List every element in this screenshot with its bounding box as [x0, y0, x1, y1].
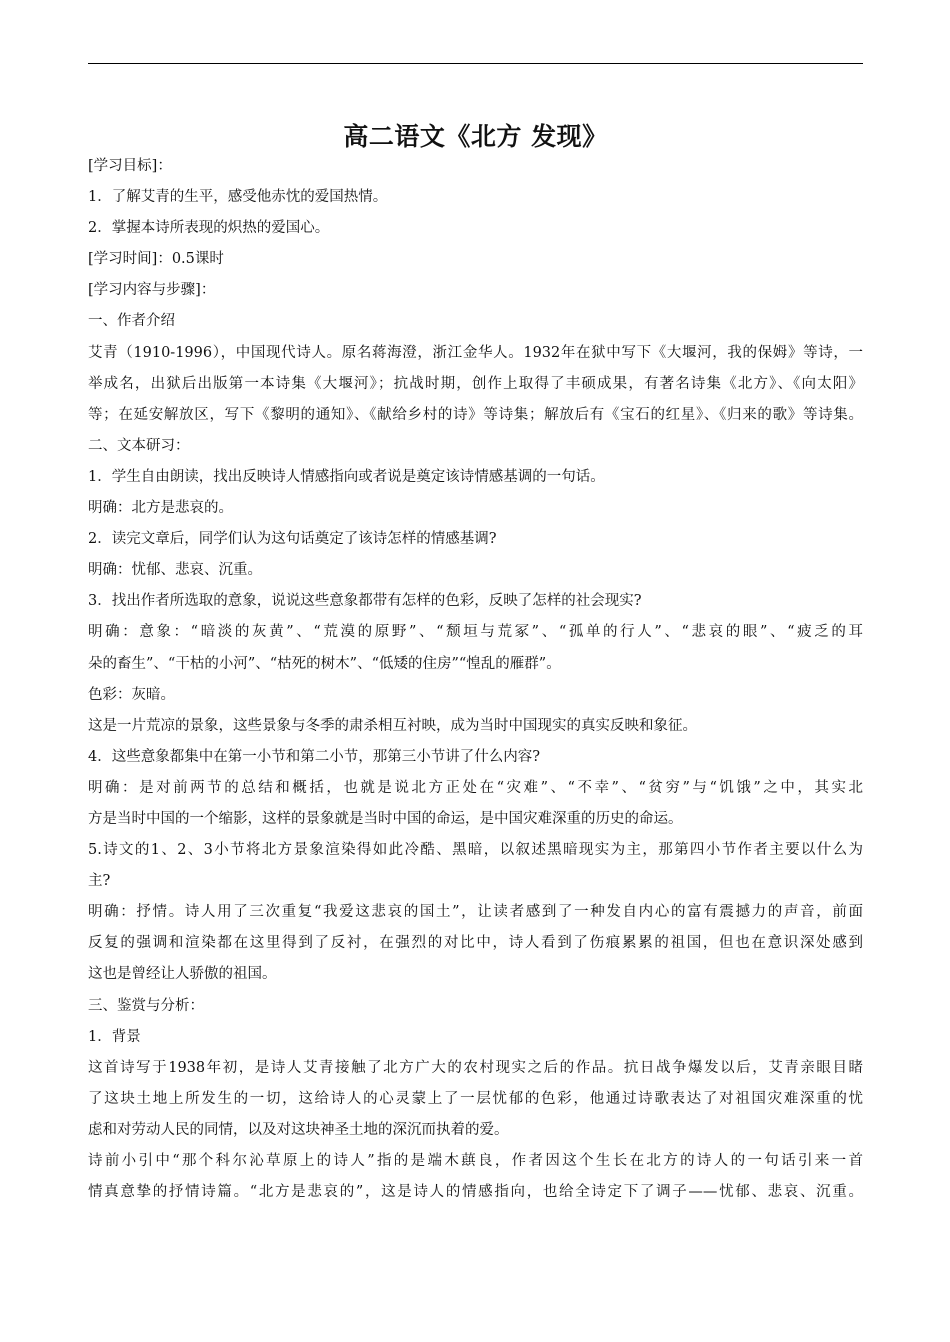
text-line: 明确：是对前两节的总结和概括，也就是说北方正处在“灾难”、“不幸”、“贫穷”与“饥饿”之中，其实北	[88, 779, 863, 796]
text-line: 一、作者介绍	[88, 313, 175, 330]
text-line: 明确：忧郁、悲哀、沉重。	[88, 562, 262, 579]
text-line: 方是当时中国的一个缩影，这样的景象就是当时中国的命运，是中国灾难深重的历史的命运。	[88, 810, 683, 827]
text-line: 等；在延安解放区，写下《黎明的通知》、《献给乡村的诗》等诗集；解放后有《宝石的红星》、《归来的歌》等诗集。	[88, 406, 863, 423]
text-line: 虑和对劳动人民的同情，以及对这块神圣土地的深沉而执着的爱。	[88, 1121, 509, 1138]
header-rule	[88, 63, 863, 64]
text-line: 主?	[88, 873, 111, 890]
text-line: 这是一片荒凉的景象，这些景象与冬季的肃杀相互衬映，成为当时中国现实的真实反映和象征。	[88, 717, 697, 734]
text-line: 了这块土地上所发生的一切，这给诗人的心灵蒙上了一层忧郁的色彩，他通过诗歌表达了对祖国灾难深重的忧	[88, 1090, 863, 1107]
document-title: 高二语文《北方 发现》	[343, 122, 608, 151]
text-line: [学习时间]：0.5课时	[88, 251, 224, 268]
text-line: 举成名，出狱后出版第一本诗集《大堰河》；抗战时期，创作上取得了丰硕成果，有著名诗集《北方》、《向太阳》	[88, 375, 863, 392]
text-line: 这首诗写于1938年初，是诗人艾青接触了北方广大的农村现实之后的作品。抗日战争爆发以后，艾青亲眼目睹	[88, 1059, 863, 1076]
text-line: 2．读完文章后，同学们认为这句话奠定了该诗怎样的情感基调?	[88, 531, 497, 548]
text-line: [学习内容与步骤]：	[88, 282, 216, 299]
text-line: 色彩：灰暗。	[88, 686, 175, 703]
text-line: 2．掌握本诗所表现的炽热的爱国心。	[88, 220, 330, 237]
document-body	[88, 151, 863, 1208]
text-line: 这也是曾经让人骄傲的祖国。	[88, 966, 277, 983]
text-line: 情真意挚的抒情诗篇。“北方是悲哀的”，这是诗人的情感指向，也给全诗定下了调子——忧郁、悲哀、沉重。	[88, 1184, 863, 1201]
text-line: 1．学生自由朗读，找出反映诗人情感指向或者说是奠定该诗情感基调的一句话。	[88, 468, 605, 485]
text-line: 明确：抒情。诗人用了三次重复“我爱这悲哀的国土”，让读者感到了一种发自内心的富有震撼力的声音，前面	[88, 904, 863, 921]
text-line: 4．这些意象都集中在第一小节和第二小节，那第三小节讲了什么内容?	[88, 748, 540, 765]
text-line: 5.诗文的1、2、3小节将北方景象渲染得如此冷酷、黑暗，以叙述黑暗现实为主，那第四小节作者主要以什么为	[88, 842, 863, 859]
text-line: 1．背景	[88, 1028, 141, 1045]
text-line: 1．了解艾青的生平，感受他赤忱的爱国热情。	[88, 189, 388, 206]
text-line: 三、鉴赏与分析：	[88, 997, 204, 1014]
text-line: 反复的强调和渲染都在这里得到了反衬，在强烈的对比中，诗人看到了伤痕累累的祖国，但也在意识深处感到	[88, 935, 863, 952]
text-line: [学习目标]：	[88, 158, 172, 174]
text-line: 二、文本研习：	[88, 437, 190, 454]
text-line: 3．找出作者所选取的意象，说说这些意象都带有怎样的色彩，反映了怎样的社会现实?	[88, 593, 642, 610]
text-line: 明确：北方是悲哀的。	[88, 500, 233, 517]
text-line: 艾青（1910-1996），中国现代诗人。原名蒋海澄，浙江金华人。1932年在狱中写下《大堰河，我的保姆》等诗，一	[88, 344, 863, 361]
text-line: 诗前小引中“那个科尔沁草原上的诗人”指的是端木蕻良，作者因这个生长在北方的诗人的一句话引来一首	[88, 1153, 863, 1169]
text-line: 朵的畜生”、“干枯的小河”、“枯死的树木”、“低矮的住房”“惶乱的雁群”。	[88, 655, 561, 672]
document-page	[88, 0, 863, 1342]
text-line: 明确：意象：“暗淡的灰黄”、“荒漠的原野”、“颓垣与荒冢”、“孤单的行人”、“悲哀的眼”、“疲乏的耳	[88, 624, 863, 641]
